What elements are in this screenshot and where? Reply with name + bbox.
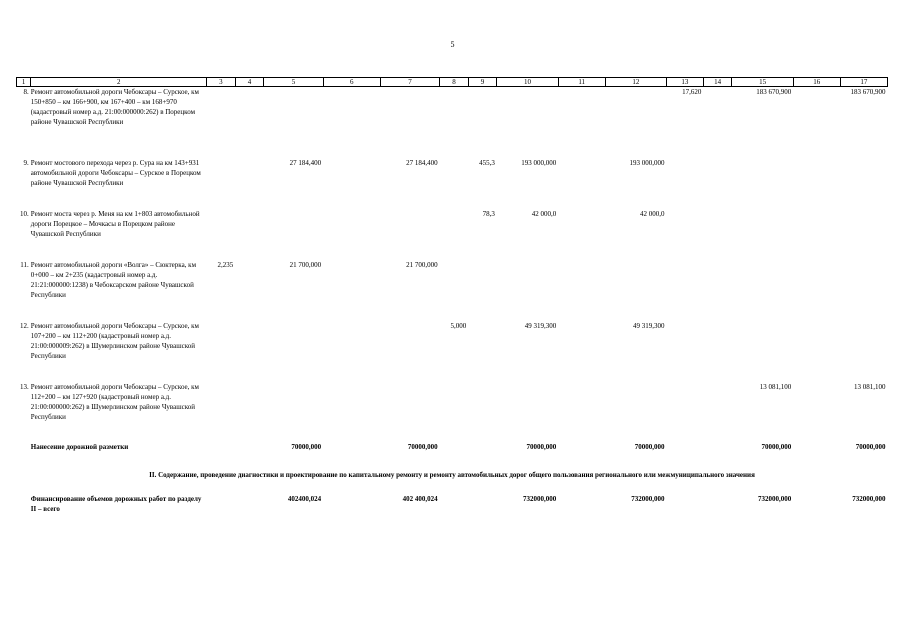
total-c7: 402 400,024	[402, 494, 438, 503]
cell-c6	[323, 260, 380, 321]
column-header: 3	[207, 78, 236, 87]
cell-c17	[840, 158, 887, 209]
cell-c3	[207, 382, 236, 442]
cell-c9: 455,3	[479, 158, 495, 167]
cell-c15: 13 081,100	[759, 382, 792, 391]
marking-c10: 70000,000	[526, 442, 557, 451]
work-description: Ремонт автомобильной дороги Чебоксары – Сурское, км 150+850 – км 166+900, км 167+400 – км 168+970 (кадастровый номер а.д. 21:00:000000:262) в Порецком районе Чувашской Республики	[30, 88, 199, 126]
cell-c13	[667, 209, 704, 260]
cell-c13	[667, 321, 704, 382]
cell-c17: 13 081,100	[854, 382, 886, 391]
cell-c17	[840, 260, 887, 321]
marking-label: Нанесение дорожной разметки	[30, 442, 129, 451]
marking-c5: 70000,000	[291, 442, 322, 451]
row-number: 10.	[20, 209, 29, 218]
cell-c9	[468, 382, 497, 442]
cell-c11	[558, 158, 605, 209]
cell-c12: 49 319,300	[633, 321, 665, 330]
column-header: 10	[497, 78, 558, 87]
work-description: Ремонт автомобильной дороги Чебоксары – Сурское, км 107+200 – км 112+200 (кадастровый номер а.д. 21:00:000009:262) в Шумерлинском районе Чувашской Республики	[30, 321, 199, 360]
cell-c8: 5,000	[450, 321, 467, 330]
total-label: Финансирование объемов дорожных работ по разделу II – всего	[30, 494, 202, 513]
cell-c7	[380, 382, 439, 442]
column-header: 2	[31, 78, 207, 87]
total-c15: 732000,000	[758, 494, 792, 503]
table-row	[17, 260, 888, 321]
cell-c8	[440, 87, 469, 158]
cell-c11	[558, 87, 605, 158]
cell-c10	[497, 382, 558, 442]
cell-c4	[235, 260, 264, 321]
cell-c4	[235, 209, 264, 260]
table-row	[17, 382, 888, 442]
cell-c16	[793, 209, 840, 260]
cell-c17	[840, 209, 887, 260]
work-description: Ремонт мостового перехода через р. Сура на км 143+931 автомобильной дороги Чебоксары – Сурское в Порецком районе Чувашской Республики	[30, 158, 201, 187]
marking-row	[17, 442, 888, 470]
cell-c6	[323, 87, 380, 158]
cell-c6	[323, 382, 380, 442]
cell-c5	[264, 87, 323, 158]
column-header: 17	[840, 78, 887, 87]
section-row	[17, 470, 888, 494]
cell-c3: 2,235	[217, 260, 234, 269]
total-c12: 732000,000	[631, 494, 665, 503]
cell-c7: 21 700,000	[406, 260, 438, 269]
cell-c6	[323, 209, 380, 260]
cell-c17	[840, 321, 887, 382]
cell-c7	[380, 87, 439, 158]
column-header: 9	[468, 78, 497, 87]
table-row	[17, 209, 888, 260]
cell-c11	[558, 209, 605, 260]
cell-c16	[793, 382, 840, 442]
work-description: Ремонт автомобильной дороги «Волга» – Сюктерка, км 0+000 – км 2+235 (кадастровый номер а.д. 21:21:000000:1238) в Чебоксарском районе Чувашской Республики	[30, 260, 197, 299]
cell-c10: 193 000,000	[521, 158, 557, 167]
cell-c14	[703, 158, 732, 209]
cell-c9: 78,3	[482, 209, 495, 218]
table-row	[17, 321, 888, 382]
work-description: Ремонт автомобильной дороги Чебоксары – Сурское, км 112+200 – км 127+920 (кадастровый номер а.д. 21:00:000000:262) в Шумерлинском районе Чувашской Республики	[30, 382, 199, 421]
marking-c15: 70000,000	[761, 442, 792, 451]
total-c10: 732000,000	[522, 494, 557, 503]
cell-c9	[468, 260, 497, 321]
cell-c12	[605, 87, 666, 158]
table-row	[17, 87, 888, 158]
column-header: 7	[380, 78, 439, 87]
cell-c17: 183 670,900	[850, 88, 886, 96]
column-header: 8	[440, 78, 469, 87]
cell-c9	[468, 321, 497, 382]
cell-c6	[323, 321, 380, 382]
cell-c7	[380, 321, 439, 382]
cell-c14	[703, 209, 732, 260]
cell-c14	[703, 87, 732, 158]
cell-c8	[440, 209, 469, 260]
cell-c10	[497, 87, 558, 158]
row-number: 9.	[23, 158, 29, 167]
cell-c15	[732, 321, 793, 382]
cell-c15	[732, 209, 793, 260]
cell-c4	[235, 382, 264, 442]
cell-c8	[440, 260, 469, 321]
cell-c16	[793, 158, 840, 209]
cell-c16	[793, 87, 840, 158]
marking-c7: 70000,000	[407, 442, 438, 451]
cell-c3	[207, 87, 236, 158]
cell-c12: 42 000,0	[640, 209, 665, 218]
cell-c15: 183 670,900	[756, 88, 792, 96]
cell-c7: 27 184,400	[406, 158, 438, 167]
column-number-header	[17, 78, 888, 87]
cell-c15	[732, 260, 793, 321]
column-header: 11	[558, 78, 605, 87]
section-title: II. Содержание, проведение диагностики и проектирование по капитальному ремонту и ремонту автомобильных дорог общего пользования регионального или межмуниципального значения	[149, 470, 755, 479]
cell-c14	[703, 321, 732, 382]
row-number: 8.	[23, 88, 29, 96]
cell-c16	[793, 321, 840, 382]
cell-c10: 42 000,0	[531, 209, 557, 218]
table-row	[17, 158, 888, 209]
cell-c14	[703, 382, 732, 442]
column-header: 16	[793, 78, 840, 87]
column-header: 15	[732, 78, 793, 87]
cell-c13	[667, 382, 704, 442]
column-header: 5	[264, 78, 323, 87]
road-works-table	[16, 77, 888, 524]
marking-c17: 70000,000	[855, 442, 886, 451]
cell-c10: 49 319,300	[524, 321, 557, 330]
cell-c8	[440, 158, 469, 209]
cell-c7	[380, 209, 439, 260]
cell-c10	[497, 260, 558, 321]
cell-c15	[732, 158, 793, 209]
cell-c14	[703, 260, 732, 321]
page-number: 5	[450, 40, 455, 49]
row-number: 13.	[20, 382, 29, 391]
cell-c13: 17,620	[682, 88, 702, 96]
cell-c5	[264, 209, 323, 260]
cell-c13	[667, 260, 704, 321]
cell-c11	[558, 321, 605, 382]
cell-c11	[558, 382, 605, 442]
cell-c13	[667, 158, 704, 209]
cell-c4	[235, 87, 264, 158]
cell-c12	[605, 260, 666, 321]
column-header: 6	[323, 78, 380, 87]
cell-c5: 27 184,400	[289, 158, 322, 167]
work-description: Ремонт моста через р. Меня на км 1+803 автомобильной дороги Порецкое – Мочкасы в Порецком районе Чувашской Республики	[30, 209, 200, 238]
cell-c16	[793, 260, 840, 321]
total-c17: 732000,000	[852, 494, 886, 503]
column-header: 14	[703, 78, 732, 87]
marking-c12: 70000,000	[634, 442, 665, 451]
cell-c4	[235, 158, 264, 209]
cell-c12	[605, 382, 666, 442]
cell-c6	[323, 158, 380, 209]
cell-c5: 21 700,000	[289, 260, 322, 269]
cell-c3	[207, 158, 236, 209]
cell-c4	[235, 321, 264, 382]
total-c5: 402400,024	[287, 494, 322, 503]
cell-c9	[468, 87, 497, 158]
cell-c5	[264, 382, 323, 442]
column-header: 13	[667, 78, 704, 87]
total-row	[17, 494, 888, 524]
cell-c3	[207, 209, 236, 260]
row-number: 11.	[20, 260, 29, 269]
column-header: 4	[235, 78, 264, 87]
cell-c5	[264, 321, 323, 382]
cell-c8	[440, 382, 469, 442]
cell-c12: 193 000,000	[629, 158, 665, 167]
row-number: 12.	[20, 321, 29, 330]
column-header: 12	[605, 78, 666, 87]
cell-c11	[558, 260, 605, 321]
column-header: 1	[17, 78, 31, 87]
cell-c3	[207, 321, 236, 382]
